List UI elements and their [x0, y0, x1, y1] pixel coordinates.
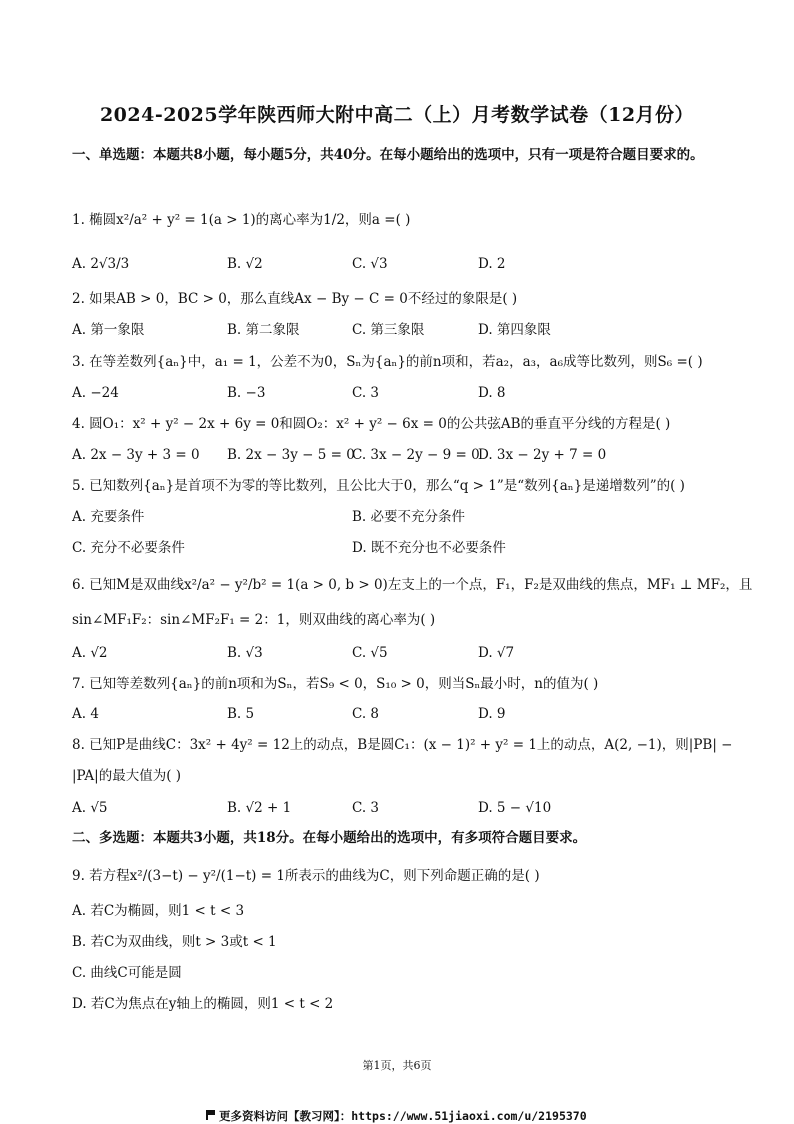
question-2-option-a: A. 第一象限 — [72, 322, 145, 338]
question-2-stem: 2. 如果AB > 0，BC > 0，那么直线Ax − By − C = 0不经过的象限是( ) — [72, 291, 518, 307]
question-4-option-a: A. 2x − 3y + 3 = 0 — [72, 447, 200, 463]
question-7-option-a: A. 4 — [72, 706, 99, 722]
section-single-choice-header: 一、单选题：本题共8小题，每小题5分，共40分。在每小题给出的选项中，只有一项是符合题目要求的。 — [72, 147, 704, 163]
question-8-option-d: D. 5 − √10 — [478, 800, 552, 816]
question-1-option-b: B. √2 — [227, 256, 263, 272]
page-title: 2024-2025学年陕西师大附中高二（上）月考数学试卷（12月份） — [99, 104, 695, 126]
question-8-stem: 8. 已知P是曲线C：3x² + 4y² = 12上的动点，B是圆C₁：(x − 1)² + y² = 1上的动点，A(2, −1)，则|PB| − — [72, 737, 733, 753]
resource-link[interactable] — [206, 1108, 587, 1124]
question-5-option-a: A. 充要条件 — [72, 509, 145, 525]
question-3-stem: 3. 在等差数列{aₙ}中，a₁ = 1，公差不为0，Sₙ为{aₙ}的前n项和，若a₂，a₃，a₆成等比数列，则S₆ =( ) — [72, 354, 703, 370]
question-7-stem: 7. 已知等差数列{aₙ}的前n项和为Sₙ，若S₉ < 0，S₁₀ > 0，则当Sₙ最小时，n的值为( ) — [72, 676, 599, 692]
section-multiple-choice-header: 二、多选题：本题共3小题，共18分。在每小题给出的选项中，有多项符合题目要求。 — [72, 830, 587, 846]
question-1-stem: 1. 椭圆x²/a² + y² = 1(a > 1)的离心率为1/2，则a =( ) — [72, 212, 411, 228]
question-6-stem: 6. 已知M是双曲线x²/a² − y²/b² = 1(a > 0, b > 0)左支上的一个点，F₁，F₂是双曲线的焦点，MF₁ ⊥ MF₂，且 — [72, 577, 753, 593]
question-3-option-c: C. 3 — [352, 385, 380, 401]
question-5-option-b: B. 必要不充分条件 — [352, 509, 466, 525]
question-1-option-c: C. √3 — [352, 256, 388, 272]
question-8-stem-continued: |PA|的最大值为( ) — [72, 768, 182, 784]
question-7-option-c: C. 8 — [352, 706, 380, 722]
question-2-option-c: C. 第三象限 — [352, 322, 425, 338]
question-8-option-a: A. √5 — [72, 800, 108, 816]
question-9-option-d: D. 若C为焦点在y轴上的椭圆，则1 < t < 2 — [72, 996, 334, 1012]
page-footer: 第1页，共6页 — [362, 1059, 432, 1072]
question-7-option-b: B. 5 — [227, 706, 255, 722]
question-6-option-d: D. √7 — [478, 645, 515, 661]
question-5-option-d: D. 既不充分也不必要条件 — [352, 540, 506, 556]
question-1-option-d: D. 2 — [478, 256, 506, 272]
question-6-option-a: A. √2 — [72, 645, 108, 661]
question-2-option-b: B. 第二象限 — [227, 322, 300, 338]
question-5-option-c: C. 充分不必要条件 — [72, 540, 185, 556]
question-6-option-b: B. √3 — [227, 645, 263, 661]
question-4-option-c: C. 3x − 2y − 9 = 0 — [352, 447, 480, 463]
question-9-option-a: A. 若C为椭圆，则1 < t < 3 — [72, 903, 245, 919]
question-8-option-b: B. √2 + 1 — [227, 800, 292, 816]
question-2-option-d: D. 第四象限 — [478, 322, 551, 338]
question-6-stem-continued: sin∠MF₁F₂：sin∠MF₂F₁ = 2：1，则双曲线的离心率为( ) — [72, 612, 436, 628]
question-9-option-c: C. 曲线C可能是圆 — [72, 965, 182, 981]
flag-icon — [206, 1110, 215, 1120]
question-1-option-a: A. 2√3/3 — [72, 256, 130, 272]
question-4-option-d: D. 3x − 2y + 7 = 0 — [478, 447, 607, 463]
question-4-stem: 4. 圆O₁：x² + y² − 2x + 6y = 0和圆O₂：x² + y² − 6x = 0的公共弦AB的垂直平分线的方程是( ) — [72, 416, 671, 432]
question-7-option-d: D. 9 — [478, 706, 506, 722]
question-9-stem: 9. 若方程x²/(3−t) − y²/(1−t) = 1所表示的曲线为C，则下列命题正确的是( ) — [72, 868, 540, 884]
resource-link-text[interactable]: 更多资料访问【教习网】：https://www.51jiaoxi.com/u/2195370 — [219, 1109, 587, 1123]
question-3-option-a: A. −24 — [72, 385, 119, 401]
question-9-option-b: B. 若C为双曲线，则t > 3或t < 1 — [72, 934, 277, 950]
question-8-option-c: C. 3 — [352, 800, 380, 816]
question-4-option-b: B. 2x − 3y − 5 = 0 — [227, 447, 355, 463]
question-5-stem: 5. 已知数列{aₙ}是首项不为零的等比数列，且公比大于0，那么“q > 1”是“数列{aₙ}是递增数列”的( ) — [72, 478, 685, 494]
question-3-option-d: D. 8 — [478, 385, 506, 401]
question-6-option-c: C. √5 — [352, 645, 388, 661]
question-3-option-b: B. −3 — [227, 385, 266, 401]
